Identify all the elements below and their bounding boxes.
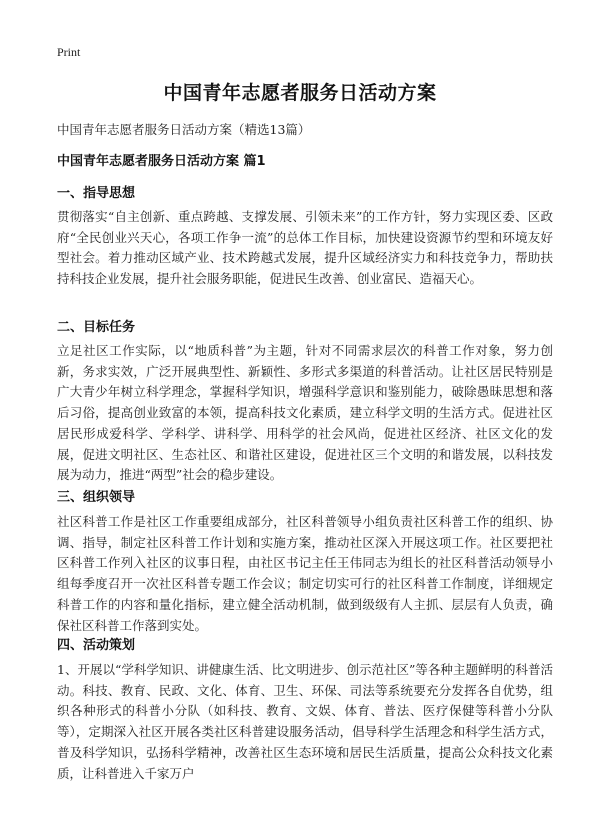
section-body-activity-planning: 1、开展以“学科学知识、讲健康生活、比文明进步、创示范社区”等各种主题鲜明的科普活动。科技、教育、民政、文化、体育、卫生、环保、司法等系统要充分发挥各自优势，组织各种形式的科普小分队（如科技、教育、文娱、体育、普法、医疗保健等科普小分队等），定期深入社区开展各类社区科普建设服务活动，倡导科学生活理念和科学生活方式，普及科学知识，弘扬科学精神，改善社区生态环境和居民生活质量，提高公众科技文化素质，让科普进入千家万户 [57,662,553,781]
article-title: 中国青年志愿者服务日活动方案 篇1 [57,154,266,169]
section-heading-organization: 三、组织领导 [57,490,136,505]
document-subtitle: 中国青年志愿者服务日活动方案（精选13篇） [57,122,311,137]
section-body-organization: 社区科普工作是社区工作重要组成部分，社区科普领导小组负责社区科普工作的组织、协调、指导，制定社区科普工作计划和实施方案，推动社区深入开展这项工作。社区要把社区科普工作列入社区的议事日程，由社区书记主任王伟同志为组长的社区科普活动领导小组每季度召开一次社区科普专题工作会议；制定切实可行的社区科普工作制度，详细规定科普工作的内容和量化指标，建立健全活动机制，做到级级有人主抓、层层有人负责，确保社区科普工作落到实处。 [57,514,553,633]
section-heading-objectives: 二、目标任务 [57,320,136,335]
section-heading-activity-planning: 四、活动策划 [57,638,136,653]
document-title: 中国青年志愿者服务日活动方案 [163,82,437,104]
section-body-objectives: 立足社区工作实际，以“地质科普”为主题，针对不同需求层次的科普工作对象，努力创新，务求实效，广泛开展典型性、新颖性、多形式多渠道的科普活动。让社区居民特别是广大青少年树立科学理念，掌握科学知识，增强科学意识和鉴别能力，破除愚昧思想和落后习俗，提高创业致富的本领，提高科技文化素质，建立科学文明的生活方式。促进社区居民形成爱科学、学科学、讲科学、用科学的社会风尚，促进社区经济、社区文化的发展，促进文明社区、生态社区、和谐社区建设，促进社区三个文明的和谐发展，以科技发展为动力，推进“两型”社会的稳步建设。 [57,343,553,483]
section-body-guiding-ideology: 贯彻落实“自主创新、重点跨越、支撑发展、引领未来”的工作方针，努力实现区委、区政府“全民创业兴天心，各项工作争一流”的总体工作目标，加快建设资源节约型和环境友好型社会。着力推动区域产业、技术跨越式发展，提升区域经济实力和科技竞争力，帮助扶持科技企业发展，提升社会服务职能，促进民生改善、创业富民、造福天心。 [57,209,553,287]
section-heading-guiding-ideology: 一、指导思想 [57,186,136,201]
print-link[interactable]: Print [57,45,81,59]
